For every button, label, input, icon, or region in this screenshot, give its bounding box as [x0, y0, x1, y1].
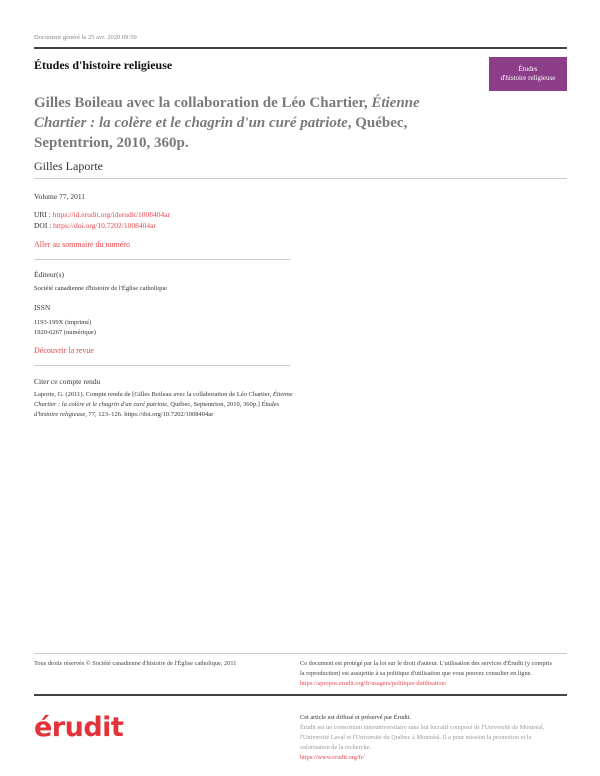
divider [34, 365, 290, 366]
divider [34, 259, 290, 260]
title-suffix: , Québec, Septentrion, 2010, 360p. [34, 115, 408, 151]
volume: Volume 77, 2011 [34, 192, 86, 201]
article-header [34, 93, 474, 174]
footer-top [34, 654, 567, 689]
citation-part: Laporte, G. (2011). Compte rendu de [Gilles Boileau avec la collaboration de Léo Chartier, [34, 391, 273, 398]
generated-date: Document généré le 25 avr. 2020 09:59 [34, 34, 137, 41]
citation [34, 390, 304, 420]
journal-logo [489, 57, 567, 91]
erudit-logo[interactable]: érudit [34, 712, 124, 743]
logo-line: Études [518, 65, 538, 73]
doi-line [34, 220, 156, 231]
divider [34, 178, 567, 179]
issn-heading: ISSN [34, 303, 51, 312]
publisher: Société canadienne d'histoire de l'Église catholique [34, 285, 167, 292]
uri-line [34, 209, 170, 220]
rights: Tous droits réservés © Société canadienne d'histoire de l'Église catholique, 2011 [34, 660, 237, 667]
issn-digital: 1920-6267 (numérique) [34, 329, 96, 336]
uri-label: URI : [34, 210, 53, 219]
citation-part: , 77, 123–126. https://doi.org/10.7202/1008404ar [85, 411, 214, 418]
title-prefix: Gilles Boileau avec la collaboration de Léo Chartier, [34, 95, 372, 111]
diffusion-text: Érudit est un consortium interuniversitaire sans but lucratif composé de l'Université de Montréal, l'Université Laval et l'Université du Québec à Montréal. Il a pour mission la promotion et la valorisation de la recherche. [300, 724, 545, 751]
issue-link[interactable]: Aller au sommaire du numéro [34, 240, 130, 249]
doi-link[interactable]: https://doi.org/10.7202/1008404ar [53, 221, 156, 230]
cite-heading: Citer ce compte rendu [34, 377, 101, 386]
diffusion-block [300, 701, 555, 763]
publisher-heading: Éditeur(s) [34, 270, 64, 279]
diffusion-heading: Cet article est diffusé et préservé par Érudit. [300, 714, 412, 721]
footer [34, 653, 567, 763]
title-italic: Étienne Chartier : la colère et le chagrin d'un curé patriote [34, 95, 420, 131]
divider [34, 47, 567, 49]
logo-line: d'histoire religieuse [500, 74, 556, 82]
notice-text: Ce document est protégé par la loi sur le droit d'auteur. L'utilisation des services d'Érudit (y compris la reproduction) est assujettie à sa politique d'utilisation que vous pouvez consulter en ligne. [300, 660, 552, 677]
citation-part: Études d'histoire religieuse [34, 401, 280, 418]
issn-print: 1193-199X (imprimé) [34, 319, 92, 326]
footer-bottom [34, 696, 567, 763]
doi-label: DOI : [34, 221, 54, 230]
erudit-link[interactable]: https://www.erudit.org/fr/ [300, 754, 365, 761]
journal-title: Études d'histoire religieuse [34, 58, 173, 72]
author: Gilles Laporte [34, 159, 103, 173]
citation-part: Étienne Chartier : la colère et le chagrin d'un curé patriote [34, 391, 293, 408]
uri-link[interactable]: https://id.erudit.org/iderudit/1008404ar [52, 210, 171, 219]
policy-link[interactable]: https://apropos.erudit.org/fr/usagers/politique-dutilisation/ [300, 680, 447, 687]
journal-link[interactable]: Découvrir la revue [34, 346, 94, 355]
citation-part: , Québec, Septentrion, 2010, 360p.] [167, 401, 262, 408]
copyright-notice [300, 659, 555, 689]
article-title [34, 93, 474, 153]
